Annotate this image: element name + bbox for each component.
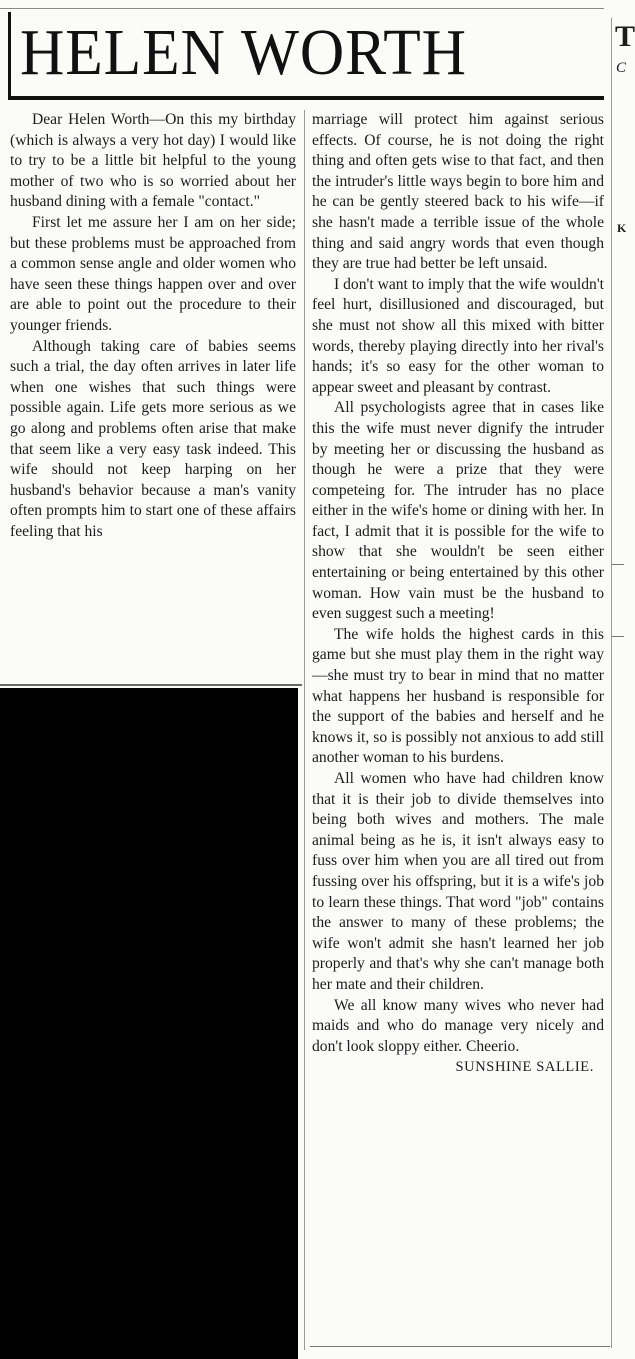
- column-bottom-rule: [310, 1346, 610, 1347]
- adjacent-headline-fragment: T: [615, 20, 635, 53]
- letter-signature: SUNSHINE SALLIE.: [455, 1059, 594, 1076]
- letter-column-left: [10, 110, 296, 542]
- letter-paragraph: I don't want to imply that the wife wouldn't feel hurt, disillusioned and discouraged, but she must not show all this mixed with bitter words, thereby playing directly into her rival's hands; it's so easy for the other woman to appear sweet and pleasant by contrast.: [312, 275, 604, 396]
- letter-paragraph: Dear Helen Worth—On this my birthday (which is always a very hot day) I would like to try to be a little bit helpful to the young mother of two who is so worried about her husband dining with a female "contact.": [10, 111, 296, 211]
- letter-paragraph: All psychologists agree that in cases like this the wife must never dignify the intruder by meeting her or discussing the husband as though he were a prize that they were competeing for. The intruder has no place either in the wife's home or dining with her. In fact, I admit that it is possible for the wife to show that she wouldn't be seen either entertaining or being entertained by this other woman. How vain must be the husband to even suggest such a meeting!: [312, 399, 604, 623]
- letter-paragraph: First let me assure her I am on her side; but these problems must be approached from a common sense angle and older women who have seen these things happen over and over are able to point out the procedure to their younger friends.: [10, 213, 296, 334]
- adjacent-column-rule: [612, 636, 624, 637]
- letter-paragraph: Although taking care of babies seems such a trial, the day often arrives in later life when one wishes that such things were possible again. Life gets more serious as we go along and problems often arise that make that seem like a very easy task indeed. This wife should not keep harping on her husband's behavior because a man's vanity often prompts him to start one of these affairs feeling that his: [10, 337, 296, 540]
- column-end-rule: [0, 684, 302, 686]
- adjacent-text-fragment: C: [616, 60, 627, 76]
- letter-column-right: [312, 110, 604, 1077]
- letter-paragraph: The wife holds the highest cards in this game but she must play them in the right way—she must try to bear in mind that no matter what happens her husband is responsible for the support of the babies and herself and he knows it, so is possibly not anxious to add still another woman to his burdens.: [312, 625, 604, 767]
- right-column-divider: [611, 18, 612, 1348]
- masthead-rule: [8, 96, 604, 100]
- column-divider: [304, 110, 305, 1350]
- letter-paragraph: marriage will protect him against serious effects. Of course, he is not doing the right thing and often gets wise to that fact, and then the intruder's little ways begin to bore him and he can be gently steered back to his wife—if she hasn't made a terrible issue of the whole thing and said angry words that even though they are true had better be left unsaid.: [312, 111, 604, 273]
- column-title: HELEN WORTH: [20, 16, 467, 89]
- black-redaction-block: [0, 688, 298, 1359]
- letter-paragraph: All women who have had children know that it is their job to divide themselves into being both wives and mothers. The male animal being as he is, it isn't always easy to fuss over him when you are all tired out from fussing over his offspring, but it is a wife's job to learn these things. That word "job" contains the answer to many of these problems; the wife won't admit she hasn't learned her job properly and that's why she can't manage both her mate and their children.: [312, 770, 604, 993]
- letter-paragraph: We all know many wives who never had maids and who do manage very nicely and don't look sloppy either. Cheerio.: [312, 996, 604, 1055]
- adjacent-text-fragment: K: [617, 221, 627, 235]
- top-rule: [0, 8, 604, 9]
- adjacent-column-rule: [612, 564, 624, 565]
